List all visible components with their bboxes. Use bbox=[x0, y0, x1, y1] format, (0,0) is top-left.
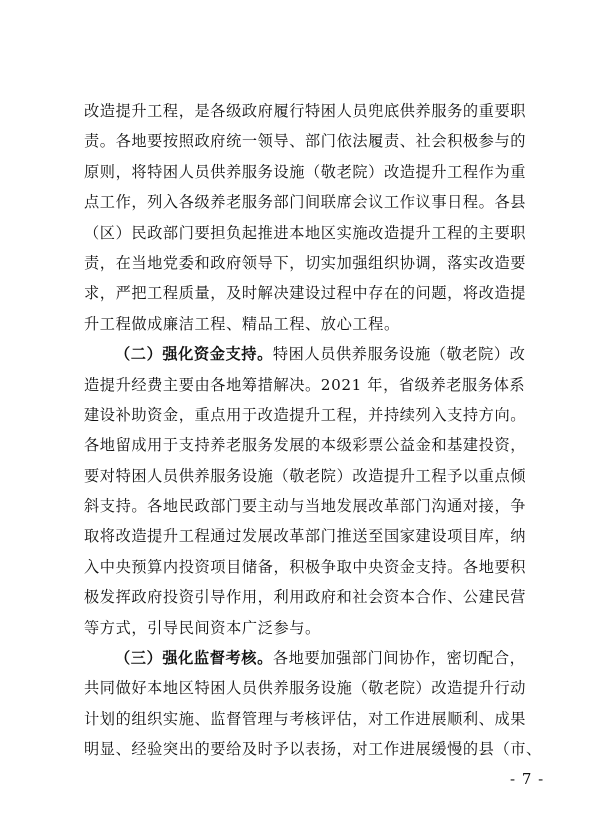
text-line: 各地留成用于支持养老服务发展的本级彩票公益金和基建投资， bbox=[84, 436, 527, 455]
text-line: 要对特困人员供养服务设施（敬老院）改造提升工程予以重点倾 bbox=[84, 466, 527, 485]
text-line: 求，严把工程质量，及时解决建设过程中存在的问题，将改造提 bbox=[84, 284, 527, 303]
text-line: 造提升经费主要由各地筹措解决。2021 年，省级养老服务体系 bbox=[84, 375, 526, 394]
document-body bbox=[84, 96, 554, 765]
text-line: 极发挥政府投资引导作用，利用政府和社会资本合作、公建民营 bbox=[84, 588, 527, 607]
text-line: 点工作，列入各级养老服务部门间联席会议工作议事日程。各县 bbox=[84, 193, 527, 212]
text-line: 改造提升工程，是各级政府履行特困人员兜底供养服务的重要职 bbox=[84, 102, 527, 120]
text-line: 斜支持。各地民政部门要主动与当地发展改革部门沟通对接，争 bbox=[84, 497, 527, 516]
section-3-heading: （三）强化监督考核。 bbox=[115, 649, 273, 668]
text-line: 明显、经验突出的要给及时予以表扬，对工作进展缓慢的县（市、 bbox=[84, 740, 542, 759]
page-number: - 7 - bbox=[510, 770, 545, 788]
section-3-first-line-text: 各地要加强部门间协作，密切配合， bbox=[272, 649, 526, 668]
text-line: （区）民政部门要担负起推进本地区实施改造提升工程的主要职 bbox=[84, 223, 527, 242]
section-2-heading: （二）强化资金支持。 bbox=[115, 345, 273, 364]
section-2-first-line-text: 特困人员供养服务设施（敬老院）改 bbox=[272, 345, 526, 364]
text-line: 原则，将特困人员供养服务设施（敬老院）改造提升工程作为重 bbox=[84, 162, 527, 181]
section-3-first-line bbox=[84, 643, 554, 673]
text-line: 取将改造提升工程通过发展改革部门推送至国家建设项目库，纳 bbox=[84, 527, 527, 546]
text-line: 责。各地要按照政府统一领导、部门依法履责、社会积极参与的 bbox=[84, 132, 527, 151]
text-line: 升工程做成廉洁工程、精品工程、放心工程。 bbox=[84, 314, 400, 333]
text-line: 共同做好本地区特困人员供养服务设施（敬老院）改造提升行动 bbox=[84, 679, 527, 698]
text-line: 等方式，引导民间资本广泛参与。 bbox=[84, 618, 321, 637]
text-line: 入中央预算内投资项目储备，积极争取中央资金支持。各地要积 bbox=[84, 557, 527, 576]
text-line: 责，在当地党委和政府领导下，切实加强组织协调，落实改造要 bbox=[84, 253, 527, 272]
text-line: 建设补助资金，重点用于改造提升工程，并持续列入支持方向。 bbox=[84, 405, 527, 424]
section-2-first-line bbox=[84, 339, 554, 369]
text-line: 计划的组织实施、监督管理与考核评估，对工作进展顺利、成果 bbox=[84, 709, 527, 728]
